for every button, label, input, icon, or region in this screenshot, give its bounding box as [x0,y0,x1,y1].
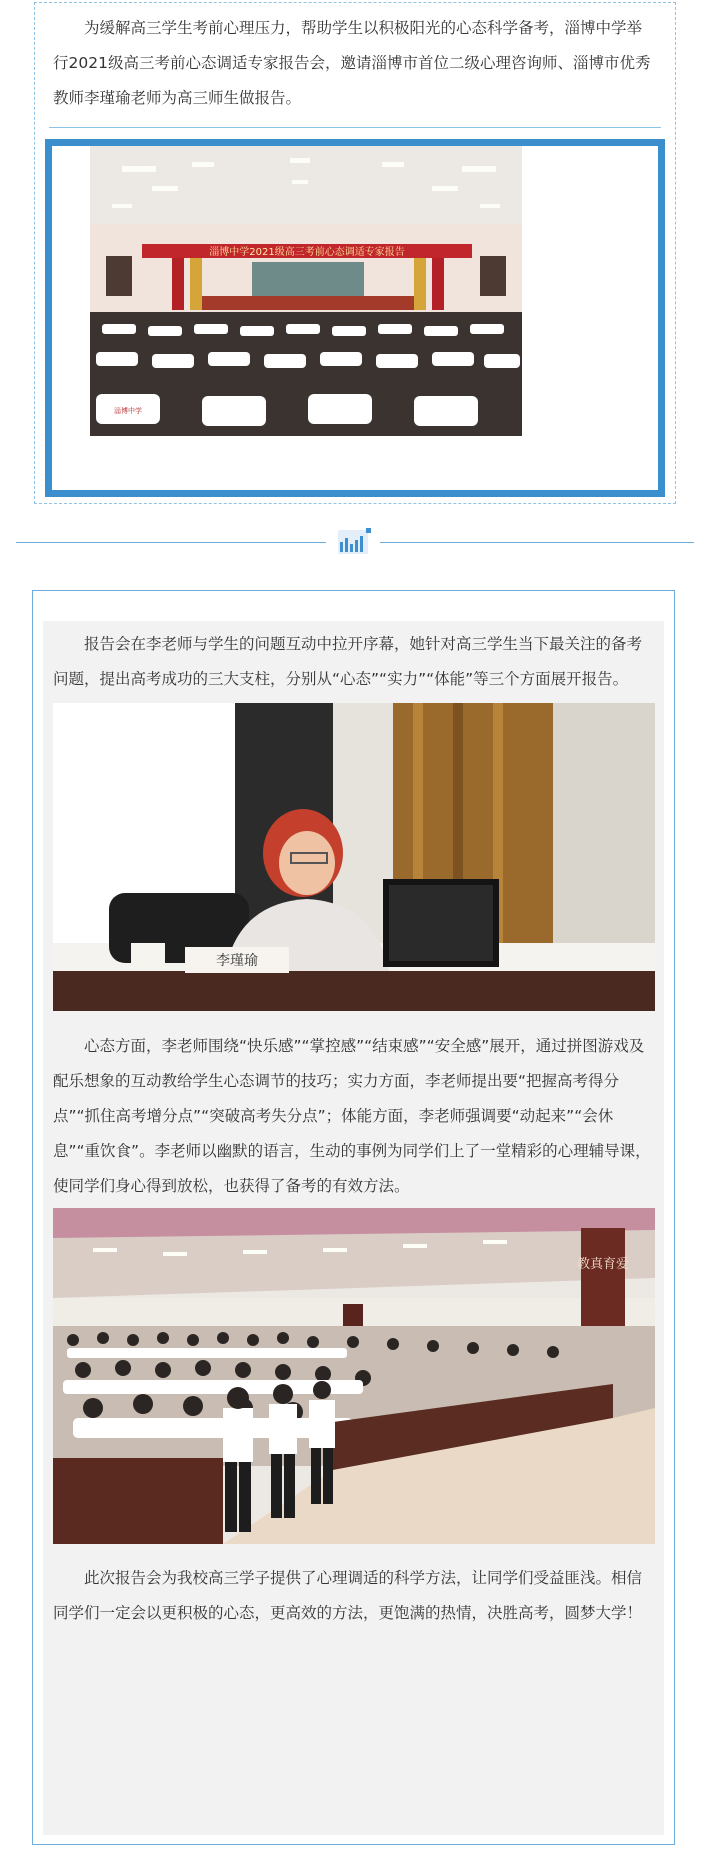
auditorium-photo-frame [45,139,665,497]
paragraph-details: 心态方面，李老师围绕“快乐感”“掌控感”“结束感”“安全感”展开，通过拼图游戏及配乐想象的互动教给学生心态调节的技巧；实力方面，李老师提出要“把握高考得分点”“抓住高考增分点”“突破高考失分点”；体能方面，李老师强调要“动起来”“会休息”“重饮食”。李老师以幽默的语言，生动的事例为同学们上了一堂精彩的心理辅导课，使同学们身心得到放松，也获得了备考的有效方法。 [53,1037,651,1195]
chair-logo-text: 淄博中学 [114,407,142,415]
report-section [32,590,675,1845]
auditorium-photo [52,146,658,490]
speaker-photo-illustration [53,703,655,1011]
intro-section [34,2,676,504]
paragraph-closing: 此次报告会为我校高三学子提供了心理调适的科学方法，让同学们受益匪浅。相信同学们一定会以更积极的心态，更高效的方法，更饱满的热情，决胜高考，圆梦大学！ [53,1569,643,1622]
auditorium-photo-illustration [52,146,658,490]
audience-photo-illustration [53,1208,655,1544]
banner-text: 淄博中学2021级高三考前心态调适专家报告 [209,247,405,258]
speaker-photo [53,703,655,1011]
nameplate-text: 李瑾瑜 [216,953,258,969]
intro-divider-line [49,127,661,128]
audience-photo [53,1208,655,1544]
bar-chart-icon [326,524,380,560]
paragraph-opening: 报告会在李老师与学生的问题互动中拉开序幕，她针对高三学生当下最关注的备考问题，提出高考成功的三大支柱，分别从“心态”“实力”“体能”等三个方面展开报告。 [53,635,643,688]
report-content [43,621,664,1835]
intro-paragraph: 为缓解高三学生考前心理压力，帮助学生以积极阳光的心态科学备考，淄博中学举行2021级高三考前心态调适专家报告会，邀请淄博市首位二级心理咨询师、淄博市优秀教师李瑾瑜老师为高三师生做报告。 [53,19,651,107]
wall-sign-text: 教真育爱 [576,1257,630,1272]
